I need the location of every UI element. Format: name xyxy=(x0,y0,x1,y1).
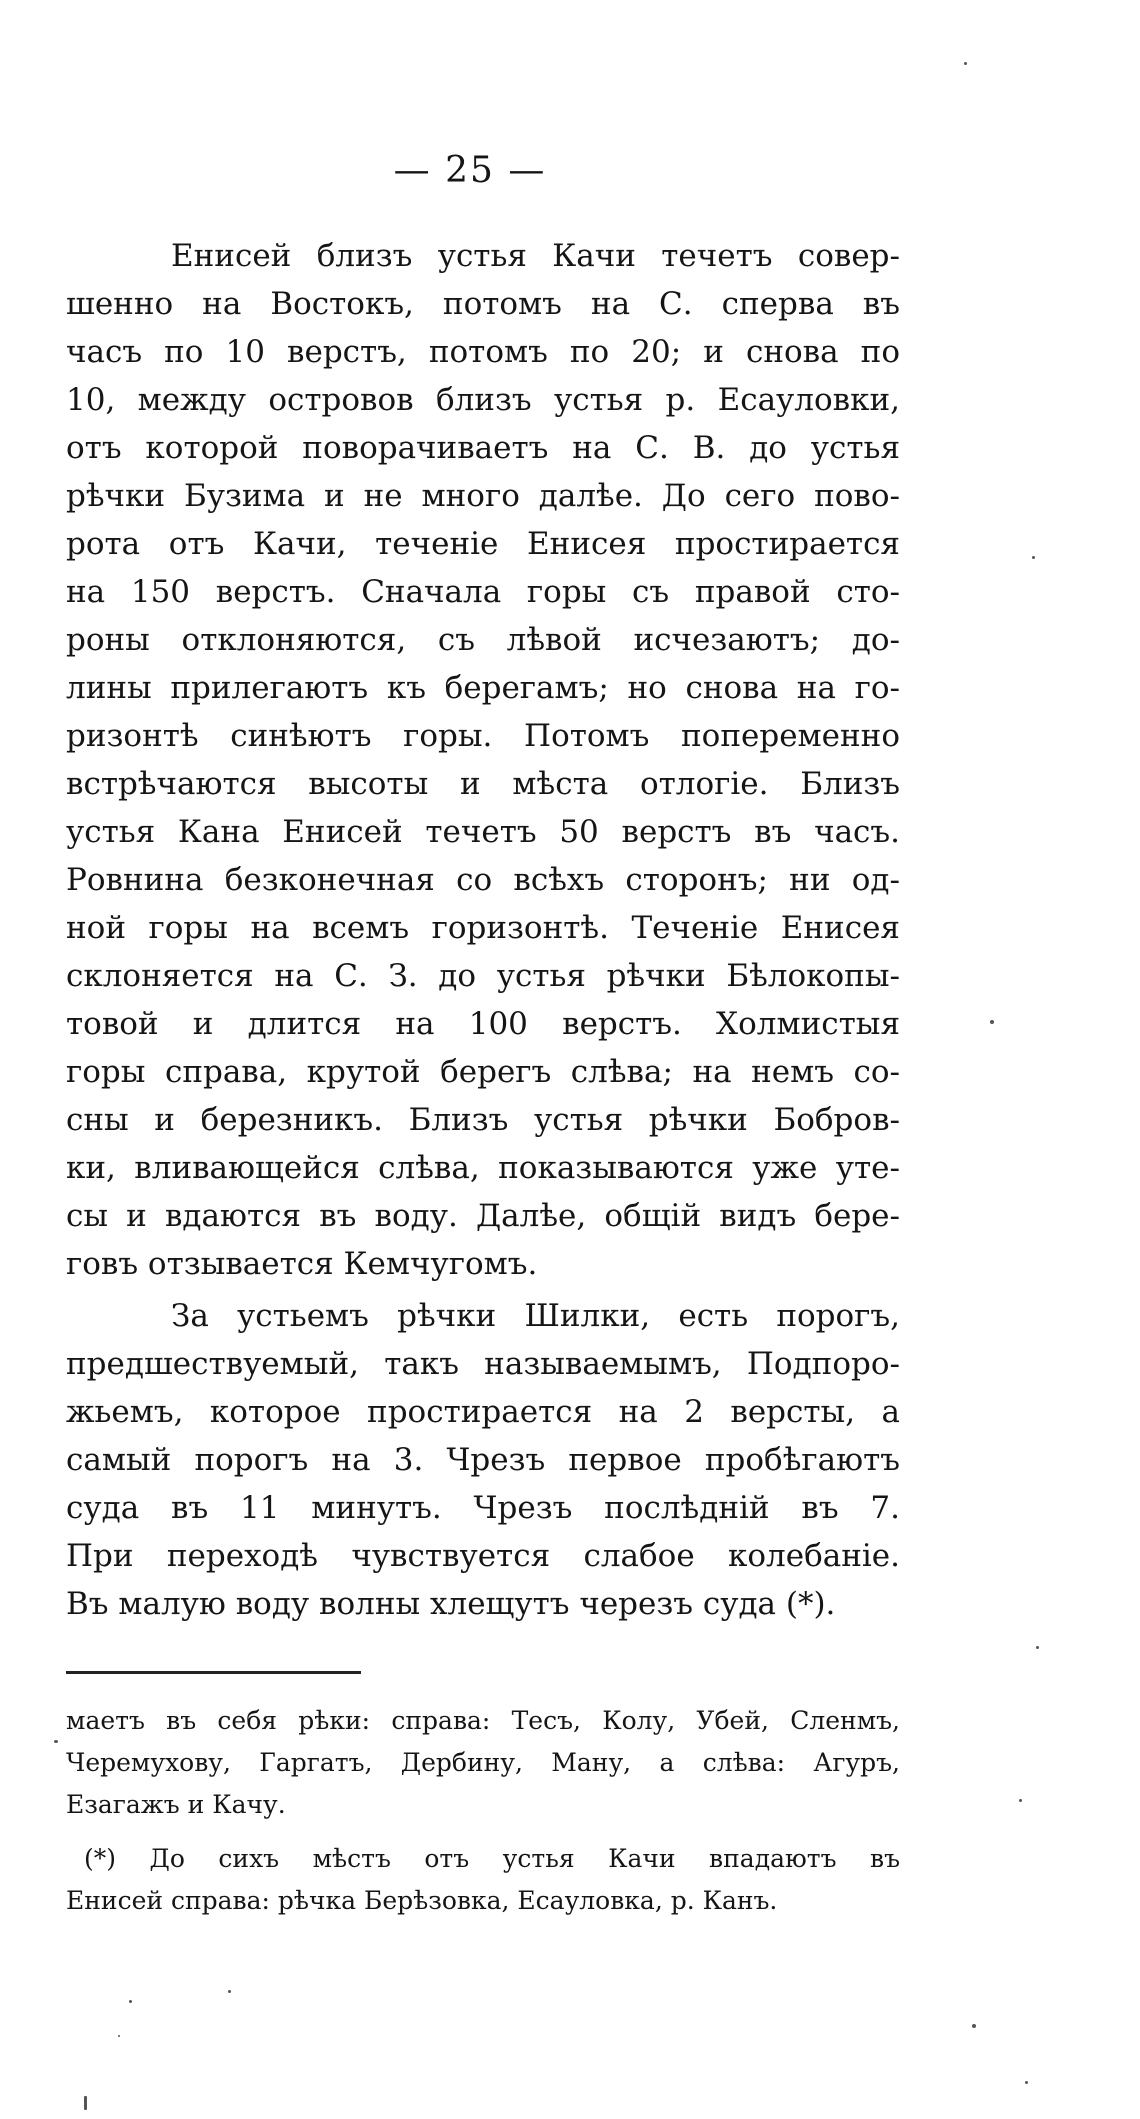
text-line: шенно на Востокъ, потомъ на С. сперва въ xyxy=(66,286,900,322)
text-line: суда въ 11 минутъ. Чрезъ послѣдній въ 7. xyxy=(66,1490,900,1526)
text-line: При переходѣ чувствуется слабое колебаніе. xyxy=(66,1538,900,1574)
text-line: отъ которой поворачиваетъ на С. В. до устья xyxy=(66,430,900,466)
footnote-line: Езагажъ и Качу. xyxy=(66,1790,286,1819)
text-line: предшествуемый, такъ называемымъ, Подпоро- xyxy=(66,1346,900,1382)
text-line: встрѣчаются высоты и мѣста отлогіе. Близъ xyxy=(66,766,900,802)
scan-speck xyxy=(972,2024,976,2028)
scan-speck xyxy=(1032,556,1035,559)
scan-speck xyxy=(118,2035,120,2037)
text-line: За устьемъ рѣчки Шилки, есть порогъ, xyxy=(171,1298,900,1334)
text-line: роны отклоняются, съ лѣвой исчезаютъ; до- xyxy=(66,622,900,658)
text-line: товой и длится на 100 верстъ. Холмистыя xyxy=(66,1006,900,1042)
text-line: ной горы на всемъ горизонтѣ. Теченіе Енисея xyxy=(66,910,900,946)
page-number: — 25 — xyxy=(393,150,547,191)
scan-speck xyxy=(1019,1799,1022,1802)
text-line: жьемъ, которое простирается на 2 версты, а xyxy=(66,1394,900,1430)
text-line: ки, вливающейся слѣва, показываются уже уте- xyxy=(66,1150,900,1186)
footnotes xyxy=(66,1700,900,1922)
text-line: сны и березникъ. Близъ устья рѣчки Бобров- xyxy=(66,1102,900,1138)
text-line: Енисей близъ устья Качи течетъ совер- xyxy=(171,238,900,274)
scan-speck xyxy=(54,1740,58,1743)
text-line: Въ малую воду волны хлещутъ черезъ суда (*). xyxy=(66,1586,836,1622)
text-line: часъ по 10 верстъ, потомъ по 20; и снова по xyxy=(66,334,900,370)
text-line: ризонтѣ синѣютъ горы. Потомъ попеременно xyxy=(66,718,900,754)
text-line: самый порогъ на 3. Чрезъ первое пробѣгаютъ xyxy=(66,1442,900,1478)
footnote-line: Черемухову, Гаргатъ, Дербину, Ману, а слѣва: Агуръ, xyxy=(66,1748,900,1777)
text-line: горы справа, крутой берегъ слѣва; на немъ со- xyxy=(66,1054,900,1090)
footnote-rule xyxy=(66,1671,361,1674)
text-line: Ровнина безконечная со всѣхъ сторонъ; ни од- xyxy=(66,862,900,898)
text-line: сы и вдаются въ воду. Далѣе, общій видъ бере- xyxy=(66,1198,900,1234)
scan-speck xyxy=(129,2000,132,2003)
scan-speck xyxy=(1025,2081,1028,2084)
footnote-line: Енисей справа: рѣчка Берѣзовка, Есауловка, р. Канъ. xyxy=(66,1886,778,1915)
text-line: устья Кана Енисей течетъ 50 верстъ въ часъ. xyxy=(66,814,900,850)
footnote-line: маетъ въ себя рѣки: справа: Тесъ, Колу, Убей, Сленмъ, xyxy=(66,1706,900,1735)
footnote-line: (*) До сихъ мѣстъ отъ устья Качи впадаютъ въ xyxy=(84,1844,900,1873)
text-line: 10, между островов близъ устья р. Есауловки, xyxy=(66,382,900,418)
text-line: рота отъ Качи, теченіе Енисея простирается xyxy=(66,526,900,562)
footnote-gap xyxy=(66,1826,900,1838)
scan-speck xyxy=(228,1990,231,1993)
text-line: склоняется на С. З. до устья рѣчки Бѣлокопы- xyxy=(66,958,900,994)
text-line: на 150 верстъ. Сначала горы съ правой сто- xyxy=(66,574,900,610)
text-line: говъ отзывается Кемчугомъ. xyxy=(66,1246,538,1282)
scan-speck xyxy=(990,1020,994,1024)
main-text xyxy=(66,232,900,1628)
text-line: лины прилегаютъ къ берегамъ; но снова на го- xyxy=(66,670,900,706)
scan-speck xyxy=(964,62,967,65)
scan-speck xyxy=(84,2096,87,2110)
scan-speck xyxy=(1036,1646,1039,1649)
text-line: рѣчки Бузима и не много далѣе. До сего пово- xyxy=(66,478,900,514)
